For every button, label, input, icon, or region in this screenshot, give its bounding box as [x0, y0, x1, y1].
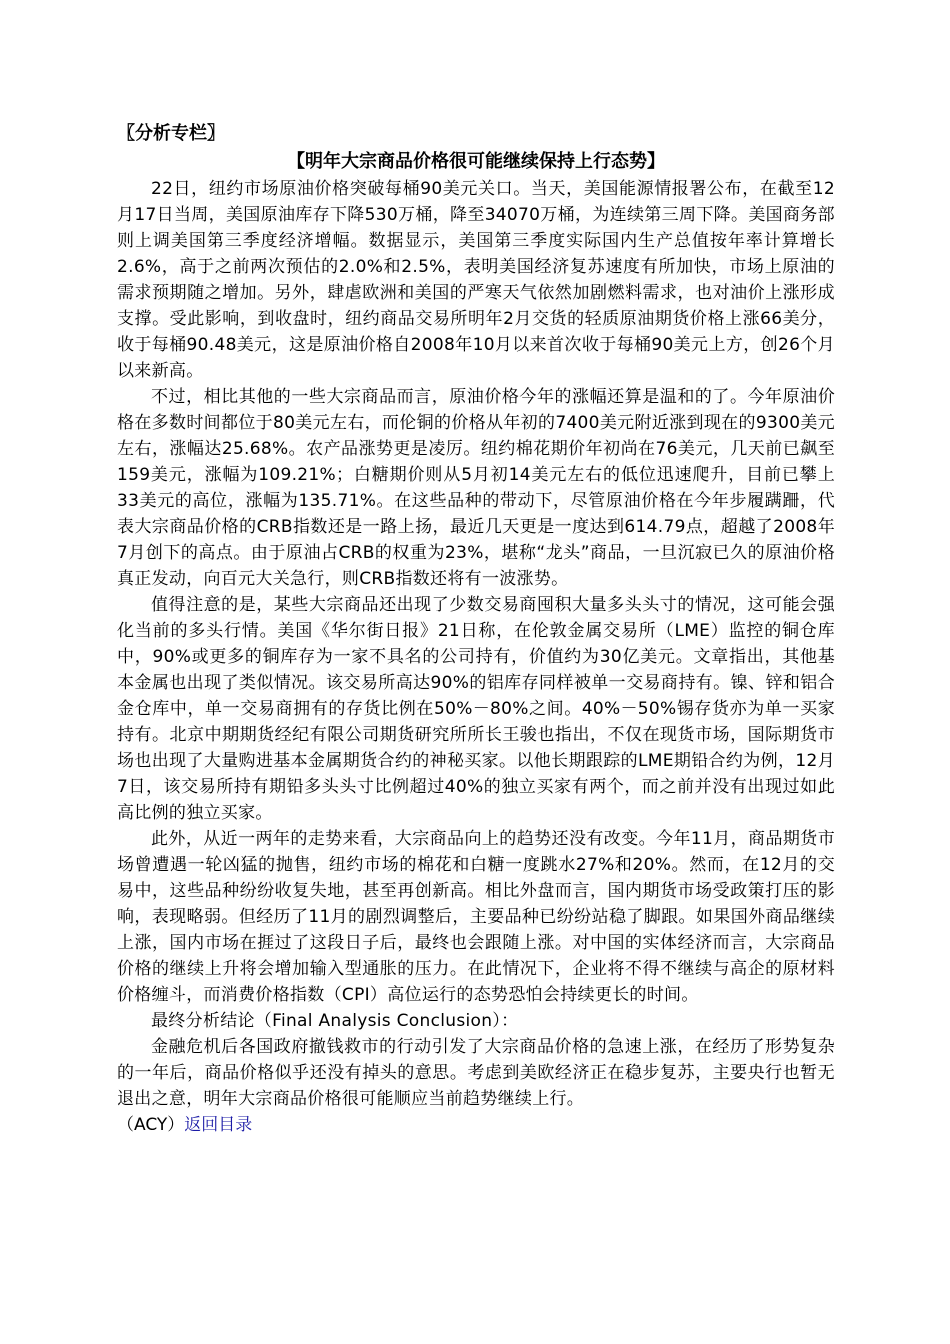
article-title: 【明年大宗商品价格很可能继续保持上行态势】 — [287, 151, 665, 172]
column-label: 〖分析专栏〗 — [117, 123, 225, 144]
article-paragraph: 不过，相比其他的一些大宗商品而言，原油价格今年的涨幅还算是温和的了。今年原油价格在多数时间都位于80美元左右，而伦铜的价格从年初的7400美元附近涨到现在的9300美元左右，涨幅达25.68%。农产品涨势更是凌厉。纽约棉花期价年初尚在76美元，几天前已飙至159美元，涨幅为109.21%；白糖期价则从5月初14美元左右的低位迅速爬升，目前已攀上33美元的高位，涨幅为135.71%。在这些品种的带动下，尽管原油价格在今年步履蹒跚，代表大宗商品价格的CRB指数还是一路上扬，最近几天更是一度达到614.79点，超越了2008年7月创下的高点。由于原油占CRB的权重为23%，堪称“龙头”商品，一旦沉寂已久的原油价格真正发动，向百元大关急行，则CRB指数还将有一波涨势。 — [117, 387, 835, 589]
conclusion-heading: 最终分析结论（Final Analysis Conclusion）： — [151, 1011, 519, 1031]
article-paragraph: 值得注意的是，某些大宗商品还出现了少数交易商囤积大量多头头寸的情况，这可能会强化当前的多头行情。美国《华尔街日报》21日称，在伦敦金属交易所（LME）监控的铜仓库中，90%或更多的铜库存为一家不具名的公司持有，价值约为30亿美元。文章指出，其他基本金属也出现了类似情况。该交易所高达90%的铝库存同样被单一交易商持有。镍、锌和铝合金仓库中，单一交易商拥有的存货比例在50%－80%之间。40%－50%锡存货亦为单一买家持有。北京中期期货经纪有限公司期货研究所所长王骏也指出，不仅在现货市场，国际期货市场也出现了大量购进基本金属期货合约的神秘买家。以他长期跟踪的LME期铅合约为例，12月7日，该交易所持有期铅多头头寸比例超过40%的独立买家有两个，而之前并没有出现过如此高比例的独立买家。 — [117, 595, 835, 823]
article-paragraph: 此外，从近一两年的走势来看，大宗商品向上的趋势还没有改变。今年11月，商品期货市场曾遭遇一轮凶猛的抛售，纽约市场的棉花和白糖一度跳水27%和20%。然而，在12月的交易中，这些品种纷纷收复失地，甚至再创新高。相比外盘而言，国内期货市场受政策打压的影响，表现略弱。但经历了11月的剧烈调整后，主要品种已纷纷站稳了脚跟。如果国外商品继续上涨，国内市场在捱过了这段日子后，最终也会跟随上涨。对中国的实体经济而言，大宗商品价格的继续上升将会增加输入型通胀的压力。在此情况下，企业将不得不继续与高企的原材料价格缠斗，而消费价格指数（CPI）高位运行的态势恐怕会持续更长的时间。 — [117, 829, 835, 1005]
article-paragraph: 22日，纽约市场原油价格突破每桶90美元关口。当天，美国能源情报署公布，在截至12月17日当周，美国原油库存下降530万桶，降至34070万桶，为连续第三周下降。美国商务部则上调美国第三季度经济增幅。数据显示，美国第三季度实际国内生产总值按年率计算增长2.6%，高于之前两次预估的2.0%和2.5%，表明美国经济复苏速度有所加快，市场上原油的需求预期随之增加。另外，肆虐欧洲和美国的严寒天气依然加剧燃料需求，也对油价上涨形成支撑。受此影响，到收盘时，纽约商品交易所明年2月交货的轻质原油期货价格上涨66美分，收于每桶90.48美元，这是原油价格自2008年10月以来首次收于每桶90美元上方，创26个月以来新高。 — [117, 179, 835, 381]
conclusion-paragraph: 金融危机后各国政府撤钱救市的行动引发了大宗商品价格的急速上涨，在经历了形势复杂的一年后，商品价格似乎还没有掉头的意思。考虑到美欧经济正在稳步复苏，主要央行也暂无退出之意，明年大宗商品价格很可能顺应当前趋势继续上行。 — [117, 1037, 835, 1109]
author-tag: （ACY） — [117, 1115, 185, 1135]
back-to-contents-link[interactable]: 返回目录 — [184, 1115, 253, 1135]
document-page — [117, 120, 835, 1138]
article-footer — [117, 1112, 835, 1138]
